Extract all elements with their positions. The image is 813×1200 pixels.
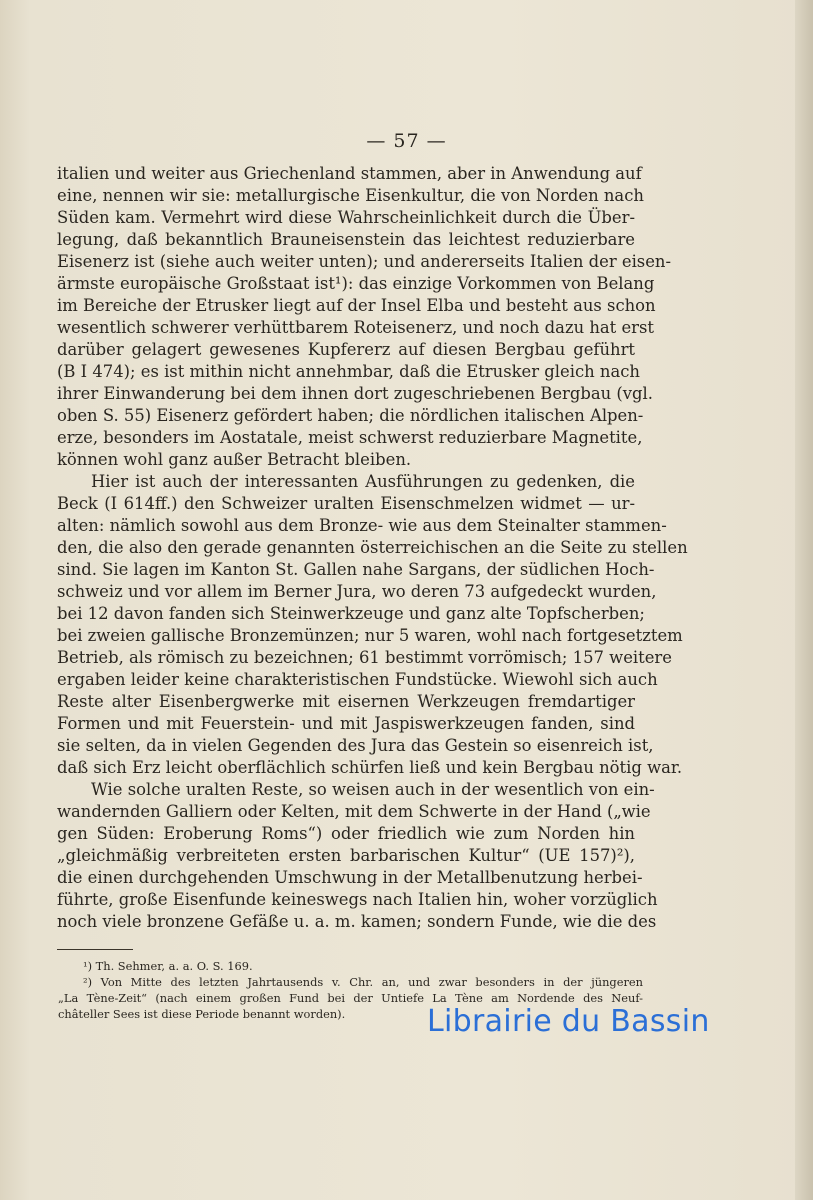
watermark: Librairie du Bassin <box>427 1004 710 1039</box>
paragraph-start-line: Hier ist auch der interessanten Ausführungen zu gedenken, die <box>91 472 635 491</box>
text-line: italien und weiter aus Griechenland stammen, aber in Anwendung auf <box>57 164 642 183</box>
text-line: erze, besonders im Aostatale, meist schwerst reduzierbare Magnetite, <box>57 428 643 447</box>
text-line: wesentlich schwerer verhüttbarem Roteisenerz, und noch dazu hat erst <box>57 318 655 337</box>
text-line: gen Süden: Eroberung Roms“) oder friedlich wie zum Norden hin <box>57 824 635 843</box>
footnote-2-continuation: „La Tène-Zeit“ (nach einem großen Fund bei der Untiefe La Tène am Nordende des Neuf- <box>58 991 643 1005</box>
text-line: legung, daß bekanntlich Brauneisenstein das leichtest reduzierbare <box>57 230 635 249</box>
text-line: wandernden Galliern oder Kelten, mit dem Schwerte in der Hand („wie <box>57 802 651 821</box>
page-number: — 57 — <box>366 130 447 152</box>
text-line: schweiz und vor allem im Berner Jura, wo deren 73 aufgedeckt wurden, <box>57 582 657 601</box>
text-line: Eisenerz ist (siehe auch weiter unten); und andererseits Italien der eisen- <box>57 252 672 271</box>
body-text <box>57 163 688 933</box>
footnote-2: ²) Von Mitte des letzten Jahrtausends v. Chr. an, und zwar besonders in der jüngeren <box>83 975 643 989</box>
text-line: den, die also den gerade genannten österreichischen an die Seite zu stellen <box>57 538 688 557</box>
text-line: bei zweien gallische Bronzemünzen; nur 5 waren, wohl nach fortgesetztem <box>57 626 683 645</box>
text-line: darüber gelagert gewesenes Kupfererz auf diesen Bergbau geführt <box>57 340 635 359</box>
paragraph-start-line: Wie solche uralten Reste, so weisen auch in der wesentlich von ein- <box>91 780 655 799</box>
page-edge-shadow <box>795 0 813 1200</box>
text-line: daß sich Erz leicht oberflächlich schürfen ließ und kein Bergbau nötig war. <box>57 758 683 777</box>
text-line: sie selten, da in vielen Gegenden des Jura das Gestein so eisenreich ist, <box>57 736 654 755</box>
text-line: führte, große Eisenfunde keineswegs nach Italien hin, woher vorzüglich <box>57 890 658 909</box>
text-line: ärmste europäische Großstaat ist¹): das einzige Vorkommen von Belang <box>57 274 655 293</box>
text-line: eine, nennen wir sie: metallurgische Eisenkultur, die von Norden nach <box>57 186 644 205</box>
text-line: die einen durchgehenden Umschwung in der Metallbenutzung herbei- <box>57 868 643 887</box>
text-line: noch viele bronzene Gefäße u. a. m. kamen; sondern Funde, wie die des <box>57 912 657 931</box>
text-line: bei 12 davon fanden sich Steinwerkzeuge und ganz alte Topfscherben; <box>57 604 645 623</box>
text-line: Formen und mit Feuerstein- und mit Jaspiswerkzeugen fanden, sind <box>57 714 635 733</box>
text-line: Süden kam. Vermehrt wird diese Wahrscheinlichkeit durch die Über- <box>57 208 635 227</box>
text-line: oben S. 55) Eisenerz gefördert haben; die nördlichen italischen Alpen- <box>57 406 644 425</box>
text-line: können wohl ganz außer Betracht bleiben. <box>57 450 412 469</box>
footnote-divider <box>57 949 133 950</box>
footnote-1: ¹) Th. Sehmer, a. a. O. S. 169. <box>83 959 253 973</box>
footnote-2-continuation: châteller Sees ist diese Periode benannt worden). <box>58 1007 346 1021</box>
text-line: Betrieb, als römisch zu bezeichnen; 61 bestimmt vorrömisch; 157 weitere <box>57 648 672 667</box>
text-line: „gleichmäßig verbreiteten ersten barbarischen Kultur“ (UE 157)²), <box>57 846 635 865</box>
text-line: Reste alter Eisenbergwerke mit eisernen Werkzeugen fremdartiger <box>57 692 635 711</box>
text-line: im Bereiche der Etrusker liegt auf der Insel Elba und besteht aus schon <box>57 296 656 315</box>
text-line: Beck (I 614ff.) den Schweizer uralten Eisenschmelzen widmet — ur- <box>57 494 635 513</box>
text-line: alten: nämlich sowohl aus dem Bronze- wie aus dem Steinalter stammen- <box>57 516 667 535</box>
text-line: ihrer Einwanderung bei dem ihnen dort zugeschriebenen Bergbau (vgl. <box>57 384 653 403</box>
text-line: ergaben leider keine charakteristischen Fundstücke. Wiewohl sich auch <box>57 670 658 689</box>
text-line: (B I 474); es ist mithin nicht annehmbar, daß die Etrusker gleich nach <box>57 362 640 381</box>
text-line: sind. Sie lagen im Kanton St. Gallen nahe Sargans, der südlichen Hoch- <box>57 560 655 579</box>
